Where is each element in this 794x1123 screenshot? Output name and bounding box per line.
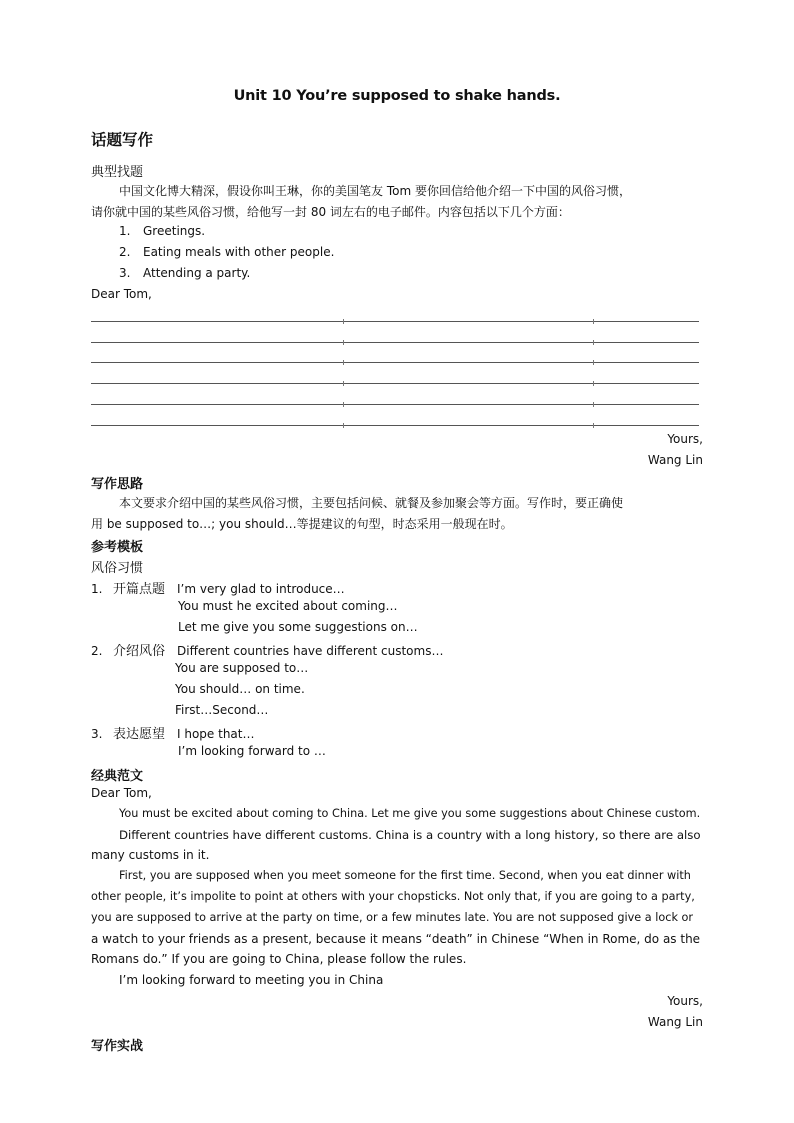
template-line: I’m looking forward to … <box>178 744 326 758</box>
section-heading-topic-writing: 话题写作 <box>91 131 154 149</box>
essay-paragraph-3-line-5: Romans do.” If you are going to China, please follow the rules. <box>91 952 467 966</box>
essay-closing: Yours, <box>667 994 703 1008</box>
practice-heading: 写作实战 <box>91 1039 144 1054</box>
template-line: You must he excited about coming… <box>178 599 398 613</box>
model-essay-heading: 经典范文 <box>91 769 144 784</box>
writing-line <box>91 362 699 363</box>
template-line: Let me give you some suggestions on… <box>178 620 418 634</box>
writing-ideas-line-1: 本文要求介绍中国的某些风俗习惯，主要包括问候、就餐及参加聚会等方面。写作时，要正确使 <box>119 496 624 510</box>
template-heading: 参考模板 <box>91 540 144 555</box>
list-item <box>119 266 250 280</box>
essay-paragraph-2-line-2: many customs in it. <box>91 848 210 862</box>
essay-paragraph-1: You must be excited about coming to China. Let me give you some suggestions about Chinese custom. <box>119 807 701 820</box>
task-closing: Yours, <box>667 432 703 446</box>
writing-ideas-line-2: 用 be supposed to…; you should…等提建议的句型，时态采用一般现在时。 <box>91 517 513 531</box>
writing-line <box>91 321 699 322</box>
typical-task-heading: 典型找题 <box>91 165 144 180</box>
template-group-3 <box>91 723 254 742</box>
task-signature: Wang Lin <box>647 453 703 467</box>
task-prompt-line-1: 中国文化博大精深，假设你叫王琳，你的美国笔友 Tom 要你回信给他介绍一下中国的风俗习惯， <box>119 184 631 198</box>
writing-line <box>91 425 699 426</box>
essay-paragraph-3-line-2: other people, it’s impolite to point at others with your chopsticks. Not only that, if you are going to a party, <box>91 890 695 903</box>
essay-signature: Wang Lin <box>647 1015 703 1029</box>
template-group-label: 表达愿望 <box>113 727 166 742</box>
template-line: I hope that… <box>177 727 255 741</box>
template-subheading: 风俗习惯 <box>91 561 144 576</box>
essay-paragraph-3-line-4: a watch to your friends as a present, because it means “death” in Chinese “When in Rome, do as the <box>91 932 701 946</box>
template-line: First…Second… <box>175 703 269 717</box>
writing-ideas-heading: 写作思路 <box>91 477 144 492</box>
list-item-text: Attending a party. <box>143 266 251 280</box>
list-item-text: Eating meals with other people. <box>143 245 335 259</box>
template-group-number: 1. <box>91 582 103 596</box>
writing-line <box>91 342 699 343</box>
essay-paragraph-3-line-1: First, you are supposed when you meet someone for the first time. Second, when you eat dinner with <box>119 869 691 882</box>
list-item <box>119 245 334 259</box>
page-title: Unit 10 You’re supposed to shake hands. <box>233 88 561 104</box>
essay-salutation: Dear Tom, <box>91 786 152 800</box>
list-item-number: 3. <box>119 266 131 280</box>
writing-line <box>91 383 699 384</box>
list-item-number: 2. <box>119 245 131 259</box>
writing-line <box>91 404 699 405</box>
template-group-2 <box>91 640 443 659</box>
essay-paragraph-4: I’m looking forward to meeting you in China <box>119 973 384 987</box>
template-line: Different countries have different customs… <box>177 644 444 658</box>
template-line: You are supposed to… <box>175 661 309 675</box>
list-item-number: 1. <box>119 224 131 238</box>
task-salutation: Dear Tom, <box>91 287 152 301</box>
list-item-text: Greetings. <box>143 224 206 238</box>
template-group-number: 3. <box>91 727 103 741</box>
template-group-number: 2. <box>91 644 103 658</box>
template-group-label: 介绍风俗 <box>113 644 166 659</box>
essay-paragraph-3-line-3: you are supposed to arrive at the party on time, or a few minutes late. You are not supposed give a lock or <box>91 911 694 924</box>
essay-paragraph-2-line-1: Different countries have different customs. China is a country with a long history, so there are also <box>119 828 701 842</box>
list-item <box>119 224 205 238</box>
template-line: I’m very glad to introduce… <box>177 582 345 596</box>
template-group-1 <box>91 578 345 597</box>
template-group-label: 开篇点题 <box>113 582 166 597</box>
template-line: You should… on time. <box>175 682 305 696</box>
task-prompt-line-2: 请你就中国的某些风俗习惯，给他写一封 80 词左右的电子邮件。内容包括以下几个方面： <box>91 205 570 219</box>
